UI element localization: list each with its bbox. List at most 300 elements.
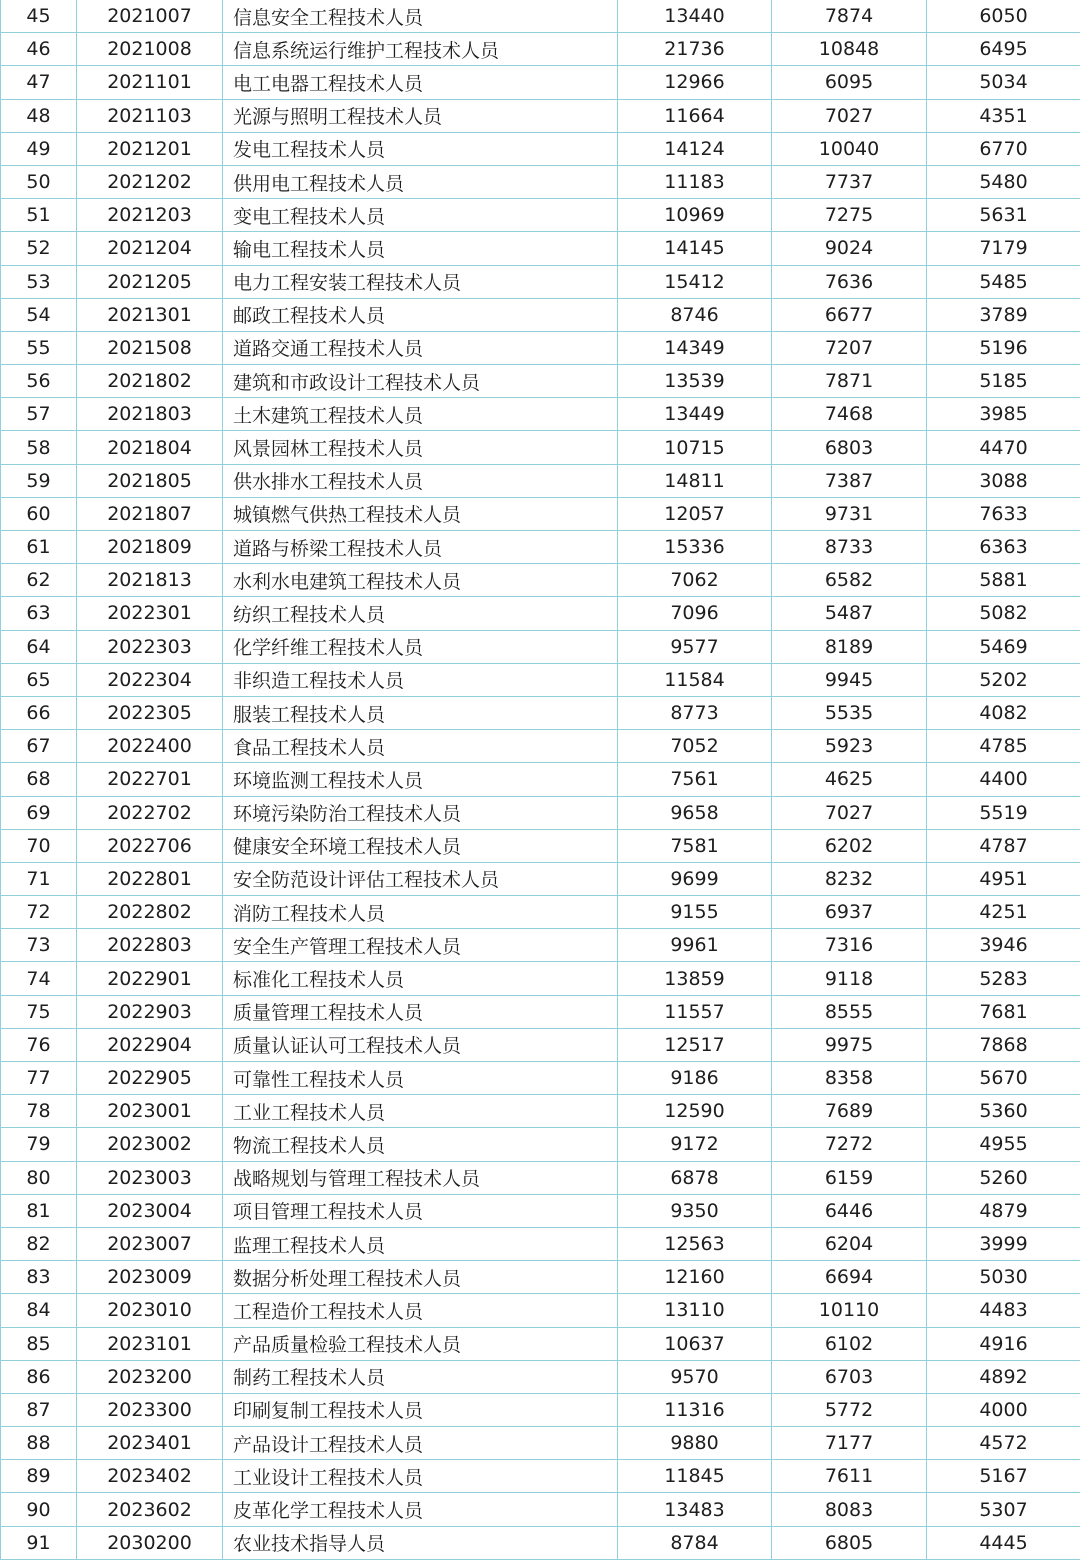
occupation-name-cell: 项目管理工程技术人员 bbox=[223, 1194, 618, 1227]
table-row bbox=[1, 1393, 1080, 1426]
row-number-cell: 72 bbox=[1, 896, 77, 929]
value-cell-1: 9658 bbox=[618, 796, 772, 829]
occupation-code-cell: 2023300 bbox=[77, 1393, 223, 1426]
occupation-code-cell: 2022400 bbox=[77, 730, 223, 763]
row-number-cell: 54 bbox=[1, 298, 77, 331]
table-row bbox=[1, 1161, 1080, 1194]
value-cell-2: 5535 bbox=[772, 696, 927, 729]
row-number-cell: 83 bbox=[1, 1261, 77, 1294]
value-cell-3: 5670 bbox=[927, 1062, 1080, 1095]
value-cell-3: 5480 bbox=[927, 165, 1080, 198]
value-cell-2: 7316 bbox=[772, 929, 927, 962]
value-cell-3: 3946 bbox=[927, 929, 1080, 962]
value-cell-3: 6770 bbox=[927, 132, 1080, 165]
value-cell-2: 8083 bbox=[772, 1493, 927, 1526]
row-number-cell: 53 bbox=[1, 265, 77, 298]
occupation-code-cell: 2022901 bbox=[77, 962, 223, 995]
value-cell-3: 6050 bbox=[927, 0, 1080, 33]
occupation-code-cell: 2023002 bbox=[77, 1128, 223, 1161]
occupation-code-cell: 2023004 bbox=[77, 1194, 223, 1227]
value-cell-3: 4892 bbox=[927, 1360, 1080, 1393]
value-cell-1: 7052 bbox=[618, 730, 772, 763]
row-number-cell: 55 bbox=[1, 331, 77, 364]
row-number-cell: 68 bbox=[1, 763, 77, 796]
row-number-cell: 61 bbox=[1, 531, 77, 564]
table-row bbox=[1, 132, 1080, 165]
table-row bbox=[1, 99, 1080, 132]
occupation-name-cell: 环境污染防治工程技术人员 bbox=[223, 796, 618, 829]
value-cell-1: 7062 bbox=[618, 564, 772, 597]
value-cell-1: 12563 bbox=[618, 1227, 772, 1260]
occupation-name-cell: 工业工程技术人员 bbox=[223, 1095, 618, 1128]
table-row bbox=[1, 298, 1080, 331]
value-cell-2: 6582 bbox=[772, 564, 927, 597]
occupation-code-cell: 2022305 bbox=[77, 696, 223, 729]
table-row bbox=[1, 763, 1080, 796]
value-cell-1: 10969 bbox=[618, 199, 772, 232]
table-row bbox=[1, 66, 1080, 99]
table-row bbox=[1, 1261, 1080, 1294]
row-number-cell: 89 bbox=[1, 1460, 77, 1493]
occupation-name-cell: 水利水电建筑工程技术人员 bbox=[223, 564, 618, 597]
value-cell-3: 7681 bbox=[927, 995, 1080, 1028]
occupation-name-cell: 标准化工程技术人员 bbox=[223, 962, 618, 995]
row-number-cell: 45 bbox=[1, 0, 77, 33]
value-cell-3: 3789 bbox=[927, 298, 1080, 331]
table-row bbox=[1, 1194, 1080, 1227]
row-number-cell: 76 bbox=[1, 1028, 77, 1061]
row-number-cell: 60 bbox=[1, 497, 77, 530]
table-row bbox=[1, 1294, 1080, 1327]
value-cell-1: 10637 bbox=[618, 1327, 772, 1360]
occupation-name-cell: 健康安全环境工程技术人员 bbox=[223, 829, 618, 862]
occupation-name-cell: 风景园林工程技术人员 bbox=[223, 431, 618, 464]
value-cell-2: 7027 bbox=[772, 796, 927, 829]
value-cell-1: 13449 bbox=[618, 398, 772, 431]
value-cell-3: 5202 bbox=[927, 663, 1080, 696]
value-cell-2: 8733 bbox=[772, 531, 927, 564]
value-cell-3: 3999 bbox=[927, 1227, 1080, 1260]
occupation-name-cell: 农业技术指导人员 bbox=[223, 1526, 618, 1559]
value-cell-3: 4787 bbox=[927, 829, 1080, 862]
table-row bbox=[1, 265, 1080, 298]
value-cell-2: 9945 bbox=[772, 663, 927, 696]
occupation-name-cell: 输电工程技术人员 bbox=[223, 232, 618, 265]
value-cell-3: 3088 bbox=[927, 464, 1080, 497]
value-cell-1: 14145 bbox=[618, 232, 772, 265]
row-number-cell: 50 bbox=[1, 165, 77, 198]
value-cell-1: 12160 bbox=[618, 1261, 772, 1294]
occupation-name-cell: 工业设计工程技术人员 bbox=[223, 1460, 618, 1493]
table-row bbox=[1, 1493, 1080, 1526]
occupation-name-cell: 城镇燃气供热工程技术人员 bbox=[223, 497, 618, 530]
value-cell-3: 6495 bbox=[927, 33, 1080, 66]
value-cell-3: 5034 bbox=[927, 66, 1080, 99]
row-number-cell: 79 bbox=[1, 1128, 77, 1161]
occupation-code-cell: 2022701 bbox=[77, 763, 223, 796]
occupation-name-cell: 服装工程技术人员 bbox=[223, 696, 618, 729]
value-cell-2: 6102 bbox=[772, 1327, 927, 1360]
value-cell-1: 15336 bbox=[618, 531, 772, 564]
value-cell-1: 9350 bbox=[618, 1194, 772, 1227]
value-cell-2: 7636 bbox=[772, 265, 927, 298]
value-cell-3: 5469 bbox=[927, 630, 1080, 663]
table-body bbox=[1, 0, 1080, 1559]
row-number-cell: 91 bbox=[1, 1526, 77, 1559]
occupation-code-cell: 2021813 bbox=[77, 564, 223, 597]
occupation-code-cell: 2022304 bbox=[77, 663, 223, 696]
occupation-name-cell: 印刷复制工程技术人员 bbox=[223, 1393, 618, 1426]
table-row bbox=[1, 730, 1080, 763]
value-cell-2: 7737 bbox=[772, 165, 927, 198]
table-row bbox=[1, 1128, 1080, 1161]
occupation-code-cell: 2023009 bbox=[77, 1261, 223, 1294]
value-cell-2: 9731 bbox=[772, 497, 927, 530]
occupation-name-cell: 道路与桥梁工程技术人员 bbox=[223, 531, 618, 564]
occupation-code-cell: 2022301 bbox=[77, 597, 223, 630]
value-cell-2: 6202 bbox=[772, 829, 927, 862]
occupation-name-cell: 信息系统运行维护工程技术人员 bbox=[223, 33, 618, 66]
value-cell-2: 7207 bbox=[772, 331, 927, 364]
value-cell-3: 3985 bbox=[927, 398, 1080, 431]
value-cell-3: 4251 bbox=[927, 896, 1080, 929]
value-cell-3: 4445 bbox=[927, 1526, 1080, 1559]
occupation-code-cell: 2023602 bbox=[77, 1493, 223, 1526]
table-row bbox=[1, 630, 1080, 663]
value-cell-1: 9155 bbox=[618, 896, 772, 929]
occupation-code-cell: 2021807 bbox=[77, 497, 223, 530]
value-cell-2: 5923 bbox=[772, 730, 927, 763]
value-cell-3: 4572 bbox=[927, 1427, 1080, 1460]
value-cell-2: 8189 bbox=[772, 630, 927, 663]
occupation-name-cell: 变电工程技术人员 bbox=[223, 199, 618, 232]
row-number-cell: 46 bbox=[1, 33, 77, 66]
occupation-name-cell: 消防工程技术人员 bbox=[223, 896, 618, 929]
value-cell-1: 11316 bbox=[618, 1393, 772, 1426]
occupation-name-cell: 电工电器工程技术人员 bbox=[223, 66, 618, 99]
table-row bbox=[1, 1327, 1080, 1360]
value-cell-1: 13110 bbox=[618, 1294, 772, 1327]
value-cell-3: 5260 bbox=[927, 1161, 1080, 1194]
occupation-name-cell: 安全防范设计评估工程技术人员 bbox=[223, 862, 618, 895]
value-cell-1: 11845 bbox=[618, 1460, 772, 1493]
table-row bbox=[1, 1062, 1080, 1095]
value-cell-3: 7179 bbox=[927, 232, 1080, 265]
value-cell-3: 7868 bbox=[927, 1028, 1080, 1061]
occupation-name-cell: 发电工程技术人员 bbox=[223, 132, 618, 165]
occupation-code-cell: 2022803 bbox=[77, 929, 223, 962]
occupation-code-cell: 2023007 bbox=[77, 1227, 223, 1260]
row-number-cell: 81 bbox=[1, 1194, 77, 1227]
occupation-code-cell: 2022905 bbox=[77, 1062, 223, 1095]
value-cell-2: 6446 bbox=[772, 1194, 927, 1227]
value-cell-2: 6694 bbox=[772, 1261, 927, 1294]
table-row bbox=[1, 497, 1080, 530]
value-cell-2: 10040 bbox=[772, 132, 927, 165]
value-cell-3: 5185 bbox=[927, 365, 1080, 398]
occupation-code-cell: 2022706 bbox=[77, 829, 223, 862]
value-cell-2: 9024 bbox=[772, 232, 927, 265]
occupation-name-cell: 电力工程安装工程技术人员 bbox=[223, 265, 618, 298]
value-cell-1: 11584 bbox=[618, 663, 772, 696]
occupation-name-cell: 环境监测工程技术人员 bbox=[223, 763, 618, 796]
value-cell-2: 9975 bbox=[772, 1028, 927, 1061]
table-row bbox=[1, 165, 1080, 198]
value-cell-1: 13859 bbox=[618, 962, 772, 995]
occupation-code-cell: 2021007 bbox=[77, 0, 223, 33]
occupation-name-cell: 可靠性工程技术人员 bbox=[223, 1062, 618, 1095]
value-cell-3: 4000 bbox=[927, 1393, 1080, 1426]
value-cell-2: 6803 bbox=[772, 431, 927, 464]
value-cell-3: 4400 bbox=[927, 763, 1080, 796]
table-row bbox=[1, 0, 1080, 33]
occupation-name-cell: 纺织工程技术人员 bbox=[223, 597, 618, 630]
value-cell-1: 11183 bbox=[618, 165, 772, 198]
occupation-code-cell: 2022903 bbox=[77, 995, 223, 1028]
table-row bbox=[1, 1360, 1080, 1393]
value-cell-2: 7387 bbox=[772, 464, 927, 497]
value-cell-2: 8232 bbox=[772, 862, 927, 895]
occupation-code-cell: 2021802 bbox=[77, 365, 223, 398]
row-number-cell: 77 bbox=[1, 1062, 77, 1095]
value-cell-2: 7611 bbox=[772, 1460, 927, 1493]
value-cell-1: 11664 bbox=[618, 99, 772, 132]
value-cell-3: 4879 bbox=[927, 1194, 1080, 1227]
value-cell-2: 5487 bbox=[772, 597, 927, 630]
table-row bbox=[1, 431, 1080, 464]
value-cell-1: 14124 bbox=[618, 132, 772, 165]
occupation-code-cell: 2021508 bbox=[77, 331, 223, 364]
value-cell-3: 5631 bbox=[927, 199, 1080, 232]
value-cell-3: 4351 bbox=[927, 99, 1080, 132]
table-row bbox=[1, 896, 1080, 929]
occupation-code-cell: 2021202 bbox=[77, 165, 223, 198]
occupation-code-cell: 2021301 bbox=[77, 298, 223, 331]
table-row bbox=[1, 1227, 1080, 1260]
value-cell-2: 6159 bbox=[772, 1161, 927, 1194]
row-number-cell: 57 bbox=[1, 398, 77, 431]
occupation-code-cell: 2023101 bbox=[77, 1327, 223, 1360]
value-cell-1: 7581 bbox=[618, 829, 772, 862]
occupation-code-cell: 2021805 bbox=[77, 464, 223, 497]
table-row bbox=[1, 232, 1080, 265]
value-cell-3: 5881 bbox=[927, 564, 1080, 597]
value-cell-1: 13539 bbox=[618, 365, 772, 398]
table-row bbox=[1, 199, 1080, 232]
occupation-name-cell: 化学纤维工程技术人员 bbox=[223, 630, 618, 663]
table-row bbox=[1, 1526, 1080, 1559]
value-cell-2: 7689 bbox=[772, 1095, 927, 1128]
occupation-code-cell: 2023200 bbox=[77, 1360, 223, 1393]
value-cell-2: 6703 bbox=[772, 1360, 927, 1393]
value-cell-2: 8358 bbox=[772, 1062, 927, 1095]
row-number-cell: 74 bbox=[1, 962, 77, 995]
row-number-cell: 73 bbox=[1, 929, 77, 962]
value-cell-2: 4625 bbox=[772, 763, 927, 796]
value-cell-2: 9118 bbox=[772, 962, 927, 995]
occupation-name-cell: 质量管理工程技术人员 bbox=[223, 995, 618, 1028]
row-number-cell: 90 bbox=[1, 1493, 77, 1526]
occupation-code-cell: 2021205 bbox=[77, 265, 223, 298]
value-cell-1: 12590 bbox=[618, 1095, 772, 1128]
value-cell-1: 12966 bbox=[618, 66, 772, 99]
table-row bbox=[1, 995, 1080, 1028]
occupation-code-cell: 2021803 bbox=[77, 398, 223, 431]
occupation-name-cell: 制药工程技术人员 bbox=[223, 1360, 618, 1393]
occupation-name-cell: 非织造工程技术人员 bbox=[223, 663, 618, 696]
value-cell-2: 6204 bbox=[772, 1227, 927, 1260]
table-row bbox=[1, 929, 1080, 962]
occupation-code-cell: 2022702 bbox=[77, 796, 223, 829]
table-row bbox=[1, 796, 1080, 829]
table-row bbox=[1, 1095, 1080, 1128]
occupation-code-cell: 2023001 bbox=[77, 1095, 223, 1128]
value-cell-1: 9961 bbox=[618, 929, 772, 962]
row-number-cell: 47 bbox=[1, 66, 77, 99]
value-cell-3: 6363 bbox=[927, 531, 1080, 564]
value-cell-3: 4951 bbox=[927, 862, 1080, 895]
row-number-cell: 62 bbox=[1, 564, 77, 597]
value-cell-3: 5307 bbox=[927, 1493, 1080, 1526]
row-number-cell: 82 bbox=[1, 1227, 77, 1260]
value-cell-1: 21736 bbox=[618, 33, 772, 66]
row-number-cell: 78 bbox=[1, 1095, 77, 1128]
table-row bbox=[1, 663, 1080, 696]
occupation-code-cell: 2030200 bbox=[77, 1526, 223, 1559]
occupation-name-cell: 工程造价工程技术人员 bbox=[223, 1294, 618, 1327]
occupation-name-cell: 皮革化学工程技术人员 bbox=[223, 1493, 618, 1526]
table-row bbox=[1, 1427, 1080, 1460]
occupation-code-cell: 2021804 bbox=[77, 431, 223, 464]
value-cell-1: 7096 bbox=[618, 597, 772, 630]
occupation-name-cell: 数据分析处理工程技术人员 bbox=[223, 1261, 618, 1294]
value-cell-1: 11557 bbox=[618, 995, 772, 1028]
row-number-cell: 58 bbox=[1, 431, 77, 464]
row-number-cell: 70 bbox=[1, 829, 77, 862]
occupation-code-cell: 2022802 bbox=[77, 896, 223, 929]
row-number-cell: 69 bbox=[1, 796, 77, 829]
value-cell-2: 5772 bbox=[772, 1393, 927, 1426]
value-cell-1: 14349 bbox=[618, 331, 772, 364]
occupation-name-cell: 信息安全工程技术人员 bbox=[223, 0, 618, 33]
value-cell-2: 8555 bbox=[772, 995, 927, 1028]
table-row bbox=[1, 564, 1080, 597]
table-row bbox=[1, 365, 1080, 398]
row-number-cell: 75 bbox=[1, 995, 77, 1028]
value-cell-3: 5167 bbox=[927, 1460, 1080, 1493]
occupation-name-cell: 供水排水工程技术人员 bbox=[223, 464, 618, 497]
value-cell-1: 9577 bbox=[618, 630, 772, 663]
value-cell-2: 7468 bbox=[772, 398, 927, 431]
value-cell-2: 6677 bbox=[772, 298, 927, 331]
value-cell-1: 12517 bbox=[618, 1028, 772, 1061]
value-cell-1: 9172 bbox=[618, 1128, 772, 1161]
occupation-code-cell: 2022904 bbox=[77, 1028, 223, 1061]
row-number-cell: 67 bbox=[1, 730, 77, 763]
occupation-name-cell: 产品设计工程技术人员 bbox=[223, 1427, 618, 1460]
table-row bbox=[1, 862, 1080, 895]
occupation-name-cell: 供用电工程技术人员 bbox=[223, 165, 618, 198]
occupation-code-cell: 2023402 bbox=[77, 1460, 223, 1493]
value-cell-2: 10110 bbox=[772, 1294, 927, 1327]
value-cell-2: 7874 bbox=[772, 0, 927, 33]
value-cell-2: 10848 bbox=[772, 33, 927, 66]
occupation-name-cell: 道路交通工程技术人员 bbox=[223, 331, 618, 364]
table-row bbox=[1, 464, 1080, 497]
occupation-code-cell: 2021101 bbox=[77, 66, 223, 99]
row-number-cell: 86 bbox=[1, 1360, 77, 1393]
occupation-code-cell: 2021103 bbox=[77, 99, 223, 132]
value-cell-1: 10715 bbox=[618, 431, 772, 464]
value-cell-1: 7561 bbox=[618, 763, 772, 796]
occupation-name-cell: 建筑和市政设计工程技术人员 bbox=[223, 365, 618, 398]
occupation-name-cell: 质量认证认可工程技术人员 bbox=[223, 1028, 618, 1061]
occupation-code-cell: 2021201 bbox=[77, 132, 223, 165]
row-number-cell: 49 bbox=[1, 132, 77, 165]
table-row bbox=[1, 829, 1080, 862]
value-cell-3: 4082 bbox=[927, 696, 1080, 729]
value-cell-1: 14811 bbox=[618, 464, 772, 497]
value-cell-3: 4785 bbox=[927, 730, 1080, 763]
row-number-cell: 52 bbox=[1, 232, 77, 265]
value-cell-2: 7177 bbox=[772, 1427, 927, 1460]
row-number-cell: 56 bbox=[1, 365, 77, 398]
table-row bbox=[1, 1460, 1080, 1493]
value-cell-1: 8746 bbox=[618, 298, 772, 331]
row-number-cell: 48 bbox=[1, 99, 77, 132]
value-cell-1: 9570 bbox=[618, 1360, 772, 1393]
value-cell-3: 5030 bbox=[927, 1261, 1080, 1294]
value-cell-3: 5283 bbox=[927, 962, 1080, 995]
value-cell-3: 5360 bbox=[927, 1095, 1080, 1128]
occupation-name-cell: 土木建筑工程技术人员 bbox=[223, 398, 618, 431]
occupation-code-cell: 2021809 bbox=[77, 531, 223, 564]
value-cell-1: 8784 bbox=[618, 1526, 772, 1559]
row-number-cell: 64 bbox=[1, 630, 77, 663]
value-cell-3: 4916 bbox=[927, 1327, 1080, 1360]
occupation-code-cell: 2022303 bbox=[77, 630, 223, 663]
occupation-name-cell: 光源与照明工程技术人员 bbox=[223, 99, 618, 132]
row-number-cell: 87 bbox=[1, 1393, 77, 1426]
row-number-cell: 51 bbox=[1, 199, 77, 232]
table-row bbox=[1, 1028, 1080, 1061]
row-number-cell: 63 bbox=[1, 597, 77, 630]
table-row bbox=[1, 531, 1080, 564]
value-cell-3: 5485 bbox=[927, 265, 1080, 298]
value-cell-2: 7027 bbox=[772, 99, 927, 132]
value-cell-3: 4955 bbox=[927, 1128, 1080, 1161]
value-cell-1: 9880 bbox=[618, 1427, 772, 1460]
table-row bbox=[1, 33, 1080, 66]
value-cell-1: 8773 bbox=[618, 696, 772, 729]
value-cell-2: 6095 bbox=[772, 66, 927, 99]
value-cell-1: 9699 bbox=[618, 862, 772, 895]
row-number-cell: 59 bbox=[1, 464, 77, 497]
occupation-name-cell: 产品质量检验工程技术人员 bbox=[223, 1327, 618, 1360]
value-cell-3: 4483 bbox=[927, 1294, 1080, 1327]
occupation-name-cell: 战略规划与管理工程技术人员 bbox=[223, 1161, 618, 1194]
table-row bbox=[1, 398, 1080, 431]
value-cell-2: 7871 bbox=[772, 365, 927, 398]
occupation-code-cell: 2023003 bbox=[77, 1161, 223, 1194]
value-cell-2: 6805 bbox=[772, 1526, 927, 1559]
occupation-name-cell: 邮政工程技术人员 bbox=[223, 298, 618, 331]
table-row bbox=[1, 962, 1080, 995]
row-number-cell: 65 bbox=[1, 663, 77, 696]
table-row bbox=[1, 597, 1080, 630]
value-cell-1: 9186 bbox=[618, 1062, 772, 1095]
occupation-name-cell: 监理工程技术人员 bbox=[223, 1227, 618, 1260]
